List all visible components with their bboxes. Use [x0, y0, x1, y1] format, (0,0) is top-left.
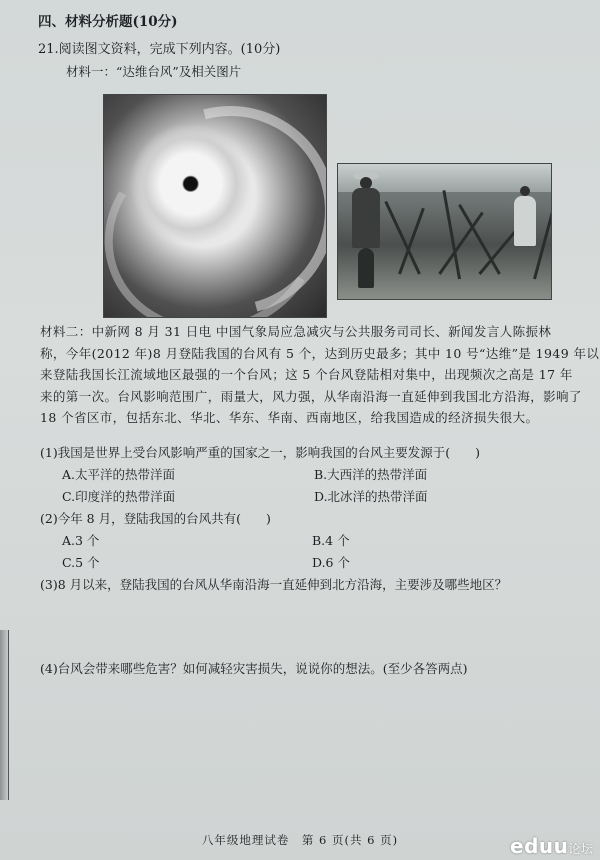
q3-stem: (3)8 月以来，登陆我国的台风从华南沿海一直延伸到北方沿海，主要涉及哪些地区？ — [40, 577, 508, 592]
material-two-line: 材料二：中新网 8 月 31 日电 中国气象局应急减灾与公共服务司司长、新闻发言人陈振林 — [40, 324, 552, 339]
material-two-line: 来登陆我国长江流域地区最强的一个台风；这 5 个台风登陆相对集中，出现频次之高是 17 年 — [40, 367, 573, 382]
material-one-caption: 材料一：“达维台风”及相关图片 — [66, 64, 242, 79]
section-title: 四、材料分析题(10分) — [38, 14, 178, 30]
watermark-suffix: 论坛 — [568, 842, 594, 856]
question-21-heading: 21.阅读图文资料，完成下列内容。(10分) — [38, 42, 281, 57]
typhoon-satellite-image — [103, 94, 327, 318]
q2-option-c: C.5 个 — [62, 555, 100, 570]
eduu-watermark-logo — [510, 834, 593, 858]
q2-option-a: A.3 个 — [62, 533, 100, 548]
q1-option-a: A.太平洋的热带洋面 — [62, 467, 176, 482]
page-footer: 八年级地理试卷 第 6 页(共 6 页) — [201, 833, 399, 847]
q1-option-c: C.印度洋的热带洋面 — [62, 489, 176, 504]
material-two-line: 来的第一次。台风影响范围广，雨量大，风力强，从华南沿海一直延伸到我国北方沿海，影响了 — [40, 388, 582, 404]
material-two-line: 称，今年(2012 年)8 月登陆我国的台风有 5 个，达到历史最多；其中 10 号“达维”是 1949 年以 — [40, 345, 600, 361]
q1-stem: (1)我国是世界上受台风影响严重的国家之一，影响我国的台风主要发源于( ) — [40, 445, 480, 460]
q2-stem: (2)今年 8 月，登陆我国的台风共有( ) — [40, 511, 271, 526]
crop-damage-photo — [337, 163, 552, 300]
page-edge-shadow — [0, 630, 9, 800]
q2-option-d: D.6 个 — [312, 555, 350, 570]
q1-option-b: B.大西洋的热带洋面 — [314, 467, 428, 482]
material-two-line: 18 个省区市，包括东北、华北、华东、华南、西南地区，给我国造成的经济损失很大。 — [40, 410, 539, 425]
watermark-brand: eduu — [510, 834, 569, 858]
q4-stem: (4)台风会带来哪些危害？如何减轻灾害损失，说说你的想法。(至少各答两点) — [40, 661, 468, 676]
q2-option-b: B.4 个 — [312, 533, 350, 548]
material-two-paragraph — [40, 321, 600, 429]
q1-option-d: D.北冰洋的热带洋面 — [314, 489, 428, 504]
